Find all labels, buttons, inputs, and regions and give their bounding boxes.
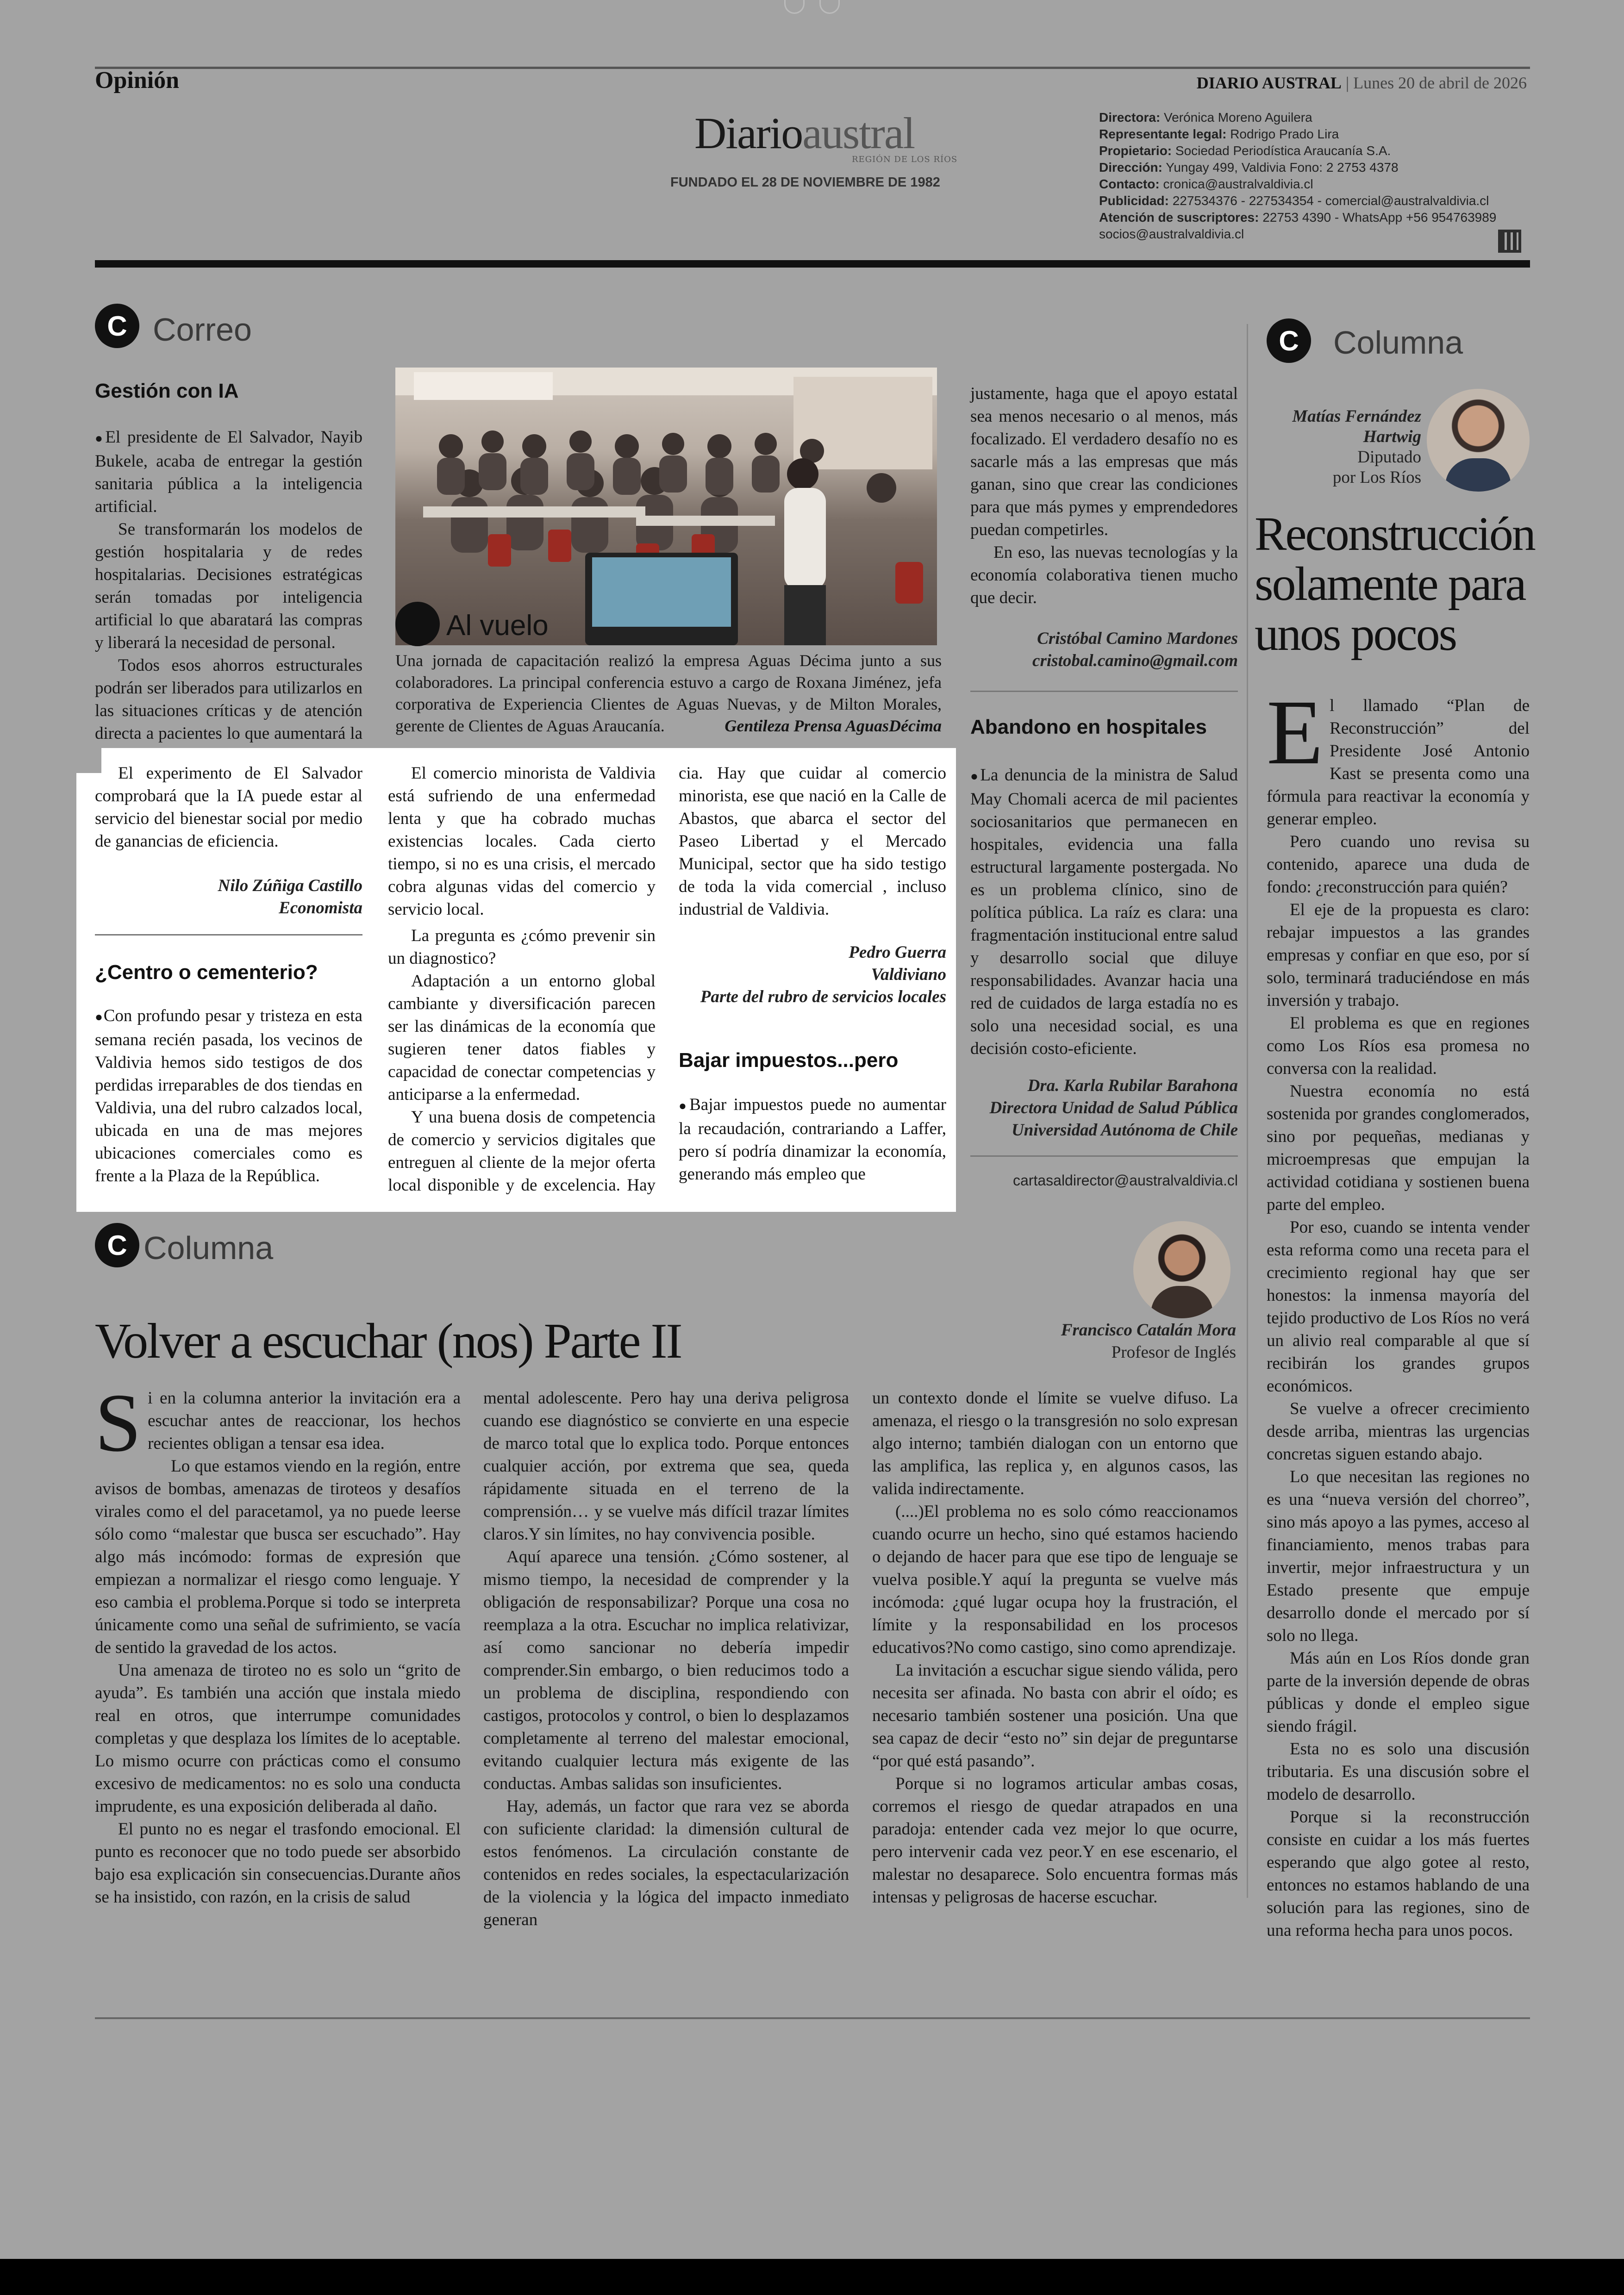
masthead-row: Dirección: Yungay 499, Valdivia Fono: 2 2753 4378	[1099, 160, 1399, 175]
photo-caption: Una jornada de capacitación realizó la empresa Aguas Décima junto a sus colaboradores. La principal conferencia estuvo a cargo de Roxana Jiménez, jefa corporativa de Experiencia Clientes de Aguas Nuevas, y de Milton Morales, gerente de Clientes de Aguas Araucanía. Gentileza Prensa AguasDécima	[395, 650, 942, 737]
photo-credit: Gentileza Prensa AguasDécima	[725, 717, 942, 735]
letter-title: Abandono en hospitales	[970, 716, 1207, 738]
letter-title: Gestión con IA	[95, 380, 239, 402]
columna-title: Reconstrucción solamente para unos pocos	[1255, 507, 1535, 661]
masthead-row: Representante legal: Rodrigo Prado Lira	[1099, 127, 1339, 141]
qr-code-icon	[1498, 230, 1521, 253]
bottom-bar	[0, 2259, 1624, 2295]
columna-bottom-title: Volver a escuchar (nos) Parte II	[95, 1314, 681, 1369]
logo-main: Diario	[694, 108, 803, 158]
event-photo-drawing	[395, 368, 937, 645]
columnist-byline: Francisco Catalán Mora Profesor de Inglés	[1061, 1321, 1236, 1362]
masthead-row: Atención de suscriptores: 22753 4390 - WhatsApp +56 954763989	[1099, 210, 1497, 225]
column-divider	[1247, 324, 1248, 1898]
letter-title: ¿Centro o cementerio?	[95, 961, 318, 984]
letter-body: ● Bajar impuestos puede no aumentar la recaudación, contrariando a Laffer, pero sí podría dinamizar la economía, generando más empleo que	[679, 1093, 946, 1193]
letter-body-continued: justamente, haga que el apoyo estatal sea menos necesario o al menos, más focalizado. El verdadero desafío no es sacarle más a las empresas que más ganan, sino que crear las condiciones para que más pymes y emprendedores puedan competirles. En eso, las nuevas tecnologías y la economía colaborativa tienen mucho que decir.	[970, 384, 1238, 607]
letter-body: El experimento de El Salvador comprobará que la IA puede estar al servicio del bienestar social por medio de ganancias de eficiencia.	[95, 764, 362, 851]
photo-label: Al vuelo	[446, 610, 549, 642]
masthead-row: Contacto: cronica@australvaldivia.cl	[1099, 177, 1313, 191]
founded-line: FUNDADO EL 28 DE NOVIEMBRE DE 1982	[670, 175, 940, 190]
letter-body: ● Con profundo pesar y tristeza en esta semana recién pasada, los vecinos de Valdivia hemos sido testigos de dos perdidas irreparables de dos tiendas en Valdivia, una del rubro calzados local, ubicada en una de mas mejores ubicaciones comerciales como es frente a la Plaza de la República.	[95, 1004, 362, 1187]
section-title: Opinión	[95, 67, 180, 94]
masthead-row: Propietario: Sociedad Periodística Araucanía S.A.	[1099, 143, 1391, 158]
letter-body: ● La denuncia de la ministra de Salud May Chomali acerca de mil pacientes sociosanitarios que permanecen en hospitales, evidencia una falla estructural largamente postergada. No es un problema clínico, sino de política pública. La raíz es clara: una fragmentación institucional entre salud y desarrollo social que diluye responsabilidades. Avanzar hacia una red de cuidados de larga estadía no es solo una necesidad social, es una decisión costo-eficiente.	[970, 764, 1238, 1060]
letter-divider	[970, 1155, 1238, 1157]
letters-email[interactable]: cartasaldirector@australvaldivia.cl	[1013, 1172, 1238, 1189]
columna-bottom-col2: mental adolescente. Pero hay una deriva peligrosa cuando ese diagnóstico se convierte en una especie de marco total que lo explica todo. Porque entonces cualquier acción, por extrema que sea, queda rápidamente situada en el terreno de la comprensión… y se vuelve más difícil trazar límites claros.Y sin límites, no hay convivencia posible. Aquí aparece una tensión. ¿Cómo sostener, al mismo tiempo, la necesidad de comprender y la obligación de responsabilizar? Porque una cosa no reemplaza a la otra. Escuchar no implica relativizar, así como sancionar no debería impedir comprender.Sin embargo, o bien reducimos todo a un problema de disciplina, respondiendo con castigos, protocolos y control, o bien lo desplazamos completamente al terreno del malestar emocional, evitando cualquier lectura más exigente de las conductas. Ambas salidas son insuficientes. Hay, además, un factor que rara vez se aborda con suficiente claridad: la dimensión cultural de estos fenómenos. La circulación constante de contenidos en redes sociales, la espectacularización de la violencia y la lógica del impacto inmediato generan	[483, 1389, 849, 1929]
al-vuelo-dot	[395, 602, 440, 646]
dropcap: S	[95, 1377, 142, 1469]
letter-title: Bajar impuestos...pero	[679, 1049, 899, 1072]
columna-icon: C	[1267, 318, 1311, 363]
columnist-avatar	[1427, 389, 1530, 492]
columna-bottom-label: Columna	[144, 1230, 274, 1266]
logo-region: REGIÓN DE LOS RÍOS	[852, 155, 958, 164]
columna-bottom-col3: un contexto donde el límite se vuelve difuso. La amenaza, el riesgo o la transgresión no solo expresan algo interno; también dialogan con un entorno que las amplifica, las replica y, en algunos casos, las valida indirectamente. (....)El problema no es solo cómo reaccionamos cuando ocurre un hecho, sino qué estamos haciendo o dejando de hacer para que ese tipo de lenguaje se vuelva posible.Y aquí la pregunta se vuelve más incómoda: ¿qué lugar ocupa hoy la frustración, el límite y la responsabilidad en los procesos educativos?No como castigo, sino como aprendizaje. La invitación a escuchar sigue siendo válida, pero necesita ser afinada. No basta con abrir el oído; es necesario también sostener una posición. Una que sea capaz de decir “esto no” sin dejar de preguntarse “por qué está pasando”. Porque si no logramos articular ambas cosas, corremos el riesgo de quedar atrapados en una paradoja: entender cada vez mejor lo que ocurre, pero intervenir cada vez peor.Y en ese escenario, el malestar no desaparece. Solo encuentra formas más intensas y peligrosas de hacerse escuchar.	[872, 1389, 1238, 1907]
footer-rule	[95, 2017, 1530, 2019]
letter-body: ● El presidente de El Salvador, Nayib Bukele, acaba de entregar la gestión sanitaria pública a la inteligencia artificial. Se transformarán los modelos de gestión hospitalaria y de redes hospitalarias. Decisiones estratégicas serán tomadas por inteligencia artificial lo que abaratará las compras y liberará la necesidad de personal. Todos esos ahorros estructurales podrán ser liberados para utilizarlos en las situaciones críticas y de atención directa a pacientes lo que aumentará la	[95, 426, 362, 767]
columna-bottom-icon: C	[95, 1223, 139, 1267]
columnist-byline: Matías Fernández Hartwig Diputado por Los Ríos	[1292, 407, 1421, 487]
logo-accent: austral	[802, 108, 915, 158]
columna-body: E l llamado “Plan de Reconstrucción” del Presidente José Antonio Kast se presenta como una fórmula para reactivar la economía y generar empleo. Pero cuando uno revisa su contenido, aparece una duda de fondo: ¿reconstrucción para quién? El eje de la propuesta es claro: rebajar impuestos a las grandes empresas y confiar en que eso, por sí solo, terminará traduciéndose en más inversión y trabajo. El problema es que en regiones como Los Ríos esa promesa no conversa con la realidad. Nuestra economía no está sostenida por grandes conglomerados, sino por pequeñas, medianas y microempresas que empujan la actividad cotidiana y sostienen buena parte del empleo. Por eso, cuando se intenta vender esta reforma como una receta para el crecimiento regional hay que ser honestos: la inmensa mayoría del tejido productivo de Los Ríos no verá un alivio real comparable al que sí recibirán los grandes grupos económicos. Se vuelve a ofrecer crecimiento desde arriba, mientras las urgencias concretas siguen estando abajo. Lo que necesitan las regiones no es una “nueva versión del chorreo”, sino más apoyo a las pymes, acceso al financiamiento, menos trabas para invertir, mejor infraestructura y un Estado presente que empuje desarrollo donde el mercado por sí solo no llega. Más aún en Los Ríos donde gran parte de la inversión depende de obras públicas y donde el empleo sigue siendo frágil. Esta no es solo una discusión tributaria. Es una discusión sobre el modelo de desarrollo. Porque si la reconstrucción consiste en cuidar a los más fuertes esperando que algo gotee al resto, entonces no estamos hablando de una solución para las regiones, sino de una reforma hecha para unos pocos.	[1267, 681, 1530, 1940]
columnist-avatar	[1133, 1221, 1230, 1318]
dropcap: E	[1267, 681, 1324, 784]
header-bottom-rule	[95, 260, 1530, 268]
letter-signature: Pedro Guerra Valdiviano Parte del rubro de servicios locales	[700, 943, 946, 1006]
correo-icon: C	[95, 304, 139, 348]
masthead	[1099, 109, 1496, 243]
prev-page-icon[interactable]	[784, 0, 805, 14]
columna-bottom-col1: S i en la columna anterior la invitación era a escuchar antes de reaccionar, los hechos recientes obligan a tensar esa idea. Lo que estamos viendo en la región, entre avisos de bombas, amenazas de tiroteos y desafíos virales como el del paracetamol, ya no puede leerse sólo como “malestar que busca ser escuchado”. Hay algo más incómodo: formas de expresión que empiezan a normalizar el riesgo como lenguaje. Y eso cambia el problema.Porque si todo se interpreta únicamente como una señal de sufrimiento, se vacía de sentido la gravedad de los actos. Una amenaza de tiroteo no es solo un “grito de ayuda”. Es también una acción que instala miedo real en otros, que interrumpe comunidades completas y que desplaza los límites de lo aceptable. Lo mismo ocurre con prácticas como el consumo excesivo de medicamentos: no es solo una conducta imprudente, es una exposición deliberada al daño. El punto no es negar el trasfondo emocional. El punto es reconocer que no todo puede ser absorbido bajo esa explicación sin consecuencias.Durante años se ha insistido, con razón, en la crisis de salud	[95, 1377, 461, 1907]
letter-signature: Dra. Karla Rubilar Barahona Directora Unidad de Salud Pública Universidad Autónoma de Chile	[989, 1076, 1238, 1140]
letter-signature: Cristóbal Camino Mardones cristobal.camino@gmail.com	[1032, 629, 1238, 670]
letter-body-continued: cia. Hay que cuidar al comercio minorista, ese que nació en la Calle de Abastos, que abarca el sector del Paseo Libertad y el Mercado Municipal, sector que ha sido testigo de toda la vida comercial , incluso industrial de Valdivia.	[679, 764, 946, 919]
letter-divider	[95, 934, 362, 935]
letter-body: El comercio minorista de Valdivia está sufriendo de una enfermedad lenta y que ha cobrado muchas existencias locales. Cada cierto tiempo, si no es una crisis, el mercado cobra algunas vidas del comercio y servicio local. La pregunta es ¿cómo prevenir sin un diagnostico? Adaptación a un entorno global cambiante y diversificación parecen ser las dinámicas de la economía que sugieren tener datos fiables y capacidad de conectar competencias y anticiparse a la enfermedad. Y una buena dosis de competencia de comercio y servicios digitales que entreguen al cliente de la mejor oferta local disponible y de excelencia. Hay	[388, 764, 656, 1195]
header-dateline: DIARIO AUSTRAL | Lunes 20 de abril de 2026	[1196, 74, 1527, 92]
columna-label: Columna	[1333, 324, 1463, 361]
issue-date: Lunes 20 de abril de 2026	[1353, 74, 1527, 92]
header-top-rule	[95, 67, 1530, 69]
logo	[694, 108, 958, 164]
letter-signature: Nilo Zúñiga Castillo Economista	[218, 876, 362, 917]
correo-label: Correo	[153, 312, 252, 348]
next-page-icon[interactable]	[819, 0, 840, 14]
letter-divider	[970, 691, 1238, 692]
event-photo	[395, 368, 937, 645]
masthead-row: Publicidad: 227534376 - 227534354 - comercial@australvaldivia.cl	[1099, 193, 1489, 208]
paper-name: DIARIO AUSTRAL	[1196, 74, 1342, 92]
masthead-row: socios@australvaldivia.cl	[1099, 227, 1244, 241]
masthead-row: Directora: Verónica Moreno Aguilera	[1099, 110, 1312, 125]
